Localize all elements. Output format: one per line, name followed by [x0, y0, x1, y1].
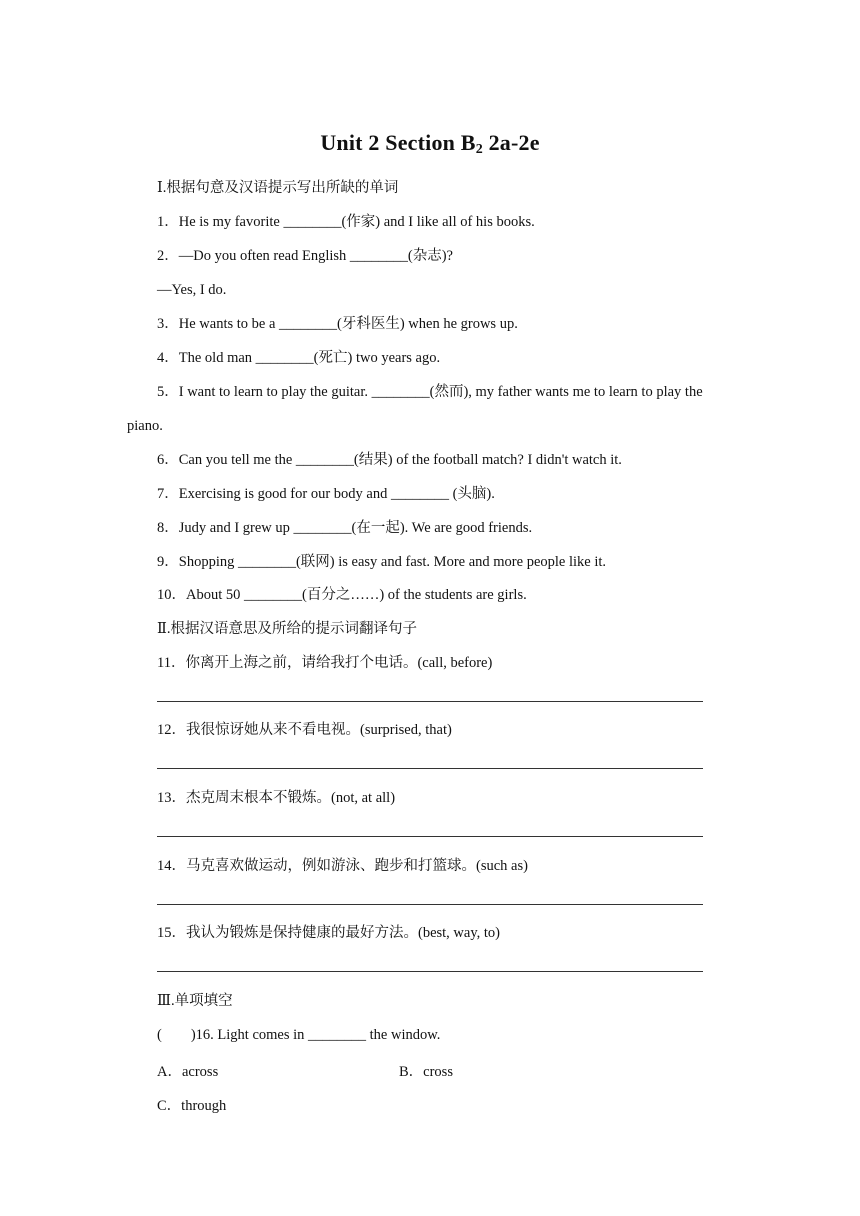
question-16: ( )16. Light comes in ________ the window. — [157, 1027, 441, 1043]
title-rest: 2a-2e — [482, 130, 540, 155]
question-12: 12．我很惊讶她从来不看电视。(surprised, that) — [157, 722, 452, 738]
option-b: B．cross — [399, 1064, 453, 1080]
question-3: 3．He wants to be a ________(牙科医生) when he grows up. — [157, 316, 518, 332]
question-6: 6．Can you tell me the ________(结果) of the football match? I didn't watch it. — [157, 452, 622, 468]
question-14: 14．马克喜欢做运动，例如游泳、跑步和打篮球。(such as) — [157, 858, 528, 874]
section1-heading: Ⅰ.根据句意及汉语提示写出所缺的单词 — [157, 180, 399, 196]
question-13: 13．杰克周末根本不锻炼。(not, at all) — [157, 790, 396, 806]
question-2: 2．—Do you often read English ________(杂志)? — [157, 248, 453, 264]
question-11: 11．你离开上海之前，请给我打个电话。(call, before) — [157, 655, 493, 671]
option-a: A．across — [157, 1064, 219, 1080]
section2-heading: Ⅱ.根据汉语意思及所给的提示词翻译句子 — [157, 621, 417, 637]
question-4: 4．The old man ________(死亡) two years ago. — [157, 350, 441, 366]
question-15: 15．我认为锻炼是保持健康的最好方法。(best, way, to) — [157, 925, 501, 941]
title-subscript: 2 — [475, 142, 483, 157]
answer-line-11 — [157, 701, 703, 702]
question-8: 8．Judy and I grew up ________(在一起). We are good friends. — [157, 520, 533, 536]
question-10: 10．About 50 ________(百分之……) of the students are girls. — [157, 587, 527, 603]
question-9: 9．Shopping ________(联网) is easy and fast. More and more people like it. — [157, 554, 607, 570]
question-5: 5．I want to learn to play the guitar. ________(然而), my father wants me to learn to play the — [157, 384, 703, 400]
question-7: 7．Exercising is good for our body and ________ (头脑). — [157, 486, 495, 502]
answer-line-14 — [157, 904, 703, 905]
section3-heading: Ⅲ.单项填空 — [157, 993, 233, 1009]
title-main: Unit 2 Section B — [320, 130, 476, 155]
answer-line-13 — [157, 836, 703, 837]
question-1: 1．He is my favorite ________(作家) and I like all of his books. — [157, 214, 535, 230]
page-title — [0, 130, 860, 158]
question-2-answer: —Yes, I do. — [157, 282, 227, 298]
answer-line-15 — [157, 971, 703, 972]
answer-line-12 — [157, 768, 703, 769]
option-c: C．through — [157, 1098, 227, 1114]
question-5-continued: piano. — [127, 418, 163, 434]
